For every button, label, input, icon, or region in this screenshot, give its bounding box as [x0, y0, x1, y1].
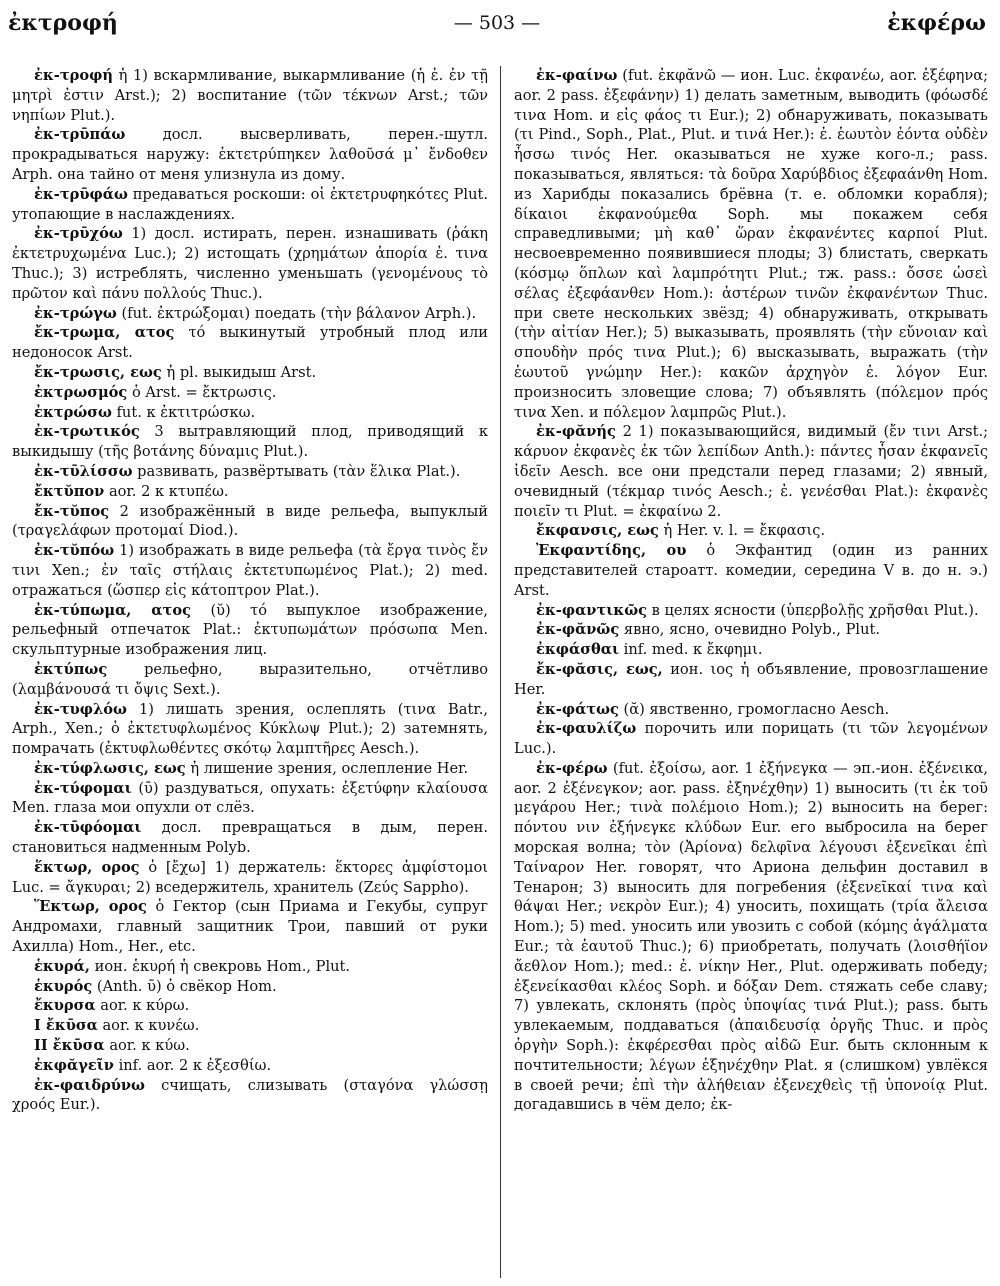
dictionary-entry [12, 759, 488, 779]
entry-definition: (fut. ἐκτρώξομαι) поедать (τὴν βάλανον Arph.). [121, 304, 477, 322]
dictionary-entry [514, 759, 988, 1115]
entry-definition: досл. высверливать, перен.-шутл. прокрадываться наружу: ἐκτετρύπηκεν λαθοῦσά μ᾽ ἔνδοθεν Arph. она тайно от меня улизнула из дому. [12, 126, 488, 183]
entry-definition: ἡ pl. выкидыш Arst. [166, 363, 317, 381]
entry-definition: рельефно, выразительно, отчётливо (λαμβάνουσά τι ὄψις Sext.). [12, 660, 488, 698]
dictionary-entry [12, 818, 488, 858]
entry-definition: fut. к ἐκτιτρώσκω. [116, 403, 256, 421]
entry-headword: ἐκ-τρώγω [34, 304, 117, 322]
entry-headword: ἐκ-τύφλωσις, εως [34, 759, 186, 777]
entry-definition: ὁ [ἔχω] 1) держатель: ἕκτορες ἀμφίστομοι Luc. = ἄγκυραι; 2) вседержитель, хранитель (Ζεύς Sappho). [12, 858, 489, 896]
left-running-headword: ἐκτροφή [8, 10, 118, 36]
entry-definition: (fut. ἐκφᾰνῶ — ион. Luc. ἐκφανέω, aor. ἐξέφηνα; aor. 2 pass. ἐξεφάνην) 1) делать заметным, выводить (φόωσδέ τινα Hom. и εἰς φάος τι Eur.); 2) обнаруживать, показывать (τι Pind., Soph., Plat., Plut. и τινά Her.): ἐ. ἑωυτὸν ἐόντα οὐδὲν ἧσσω τινός Her. оказываться не хуже кого-л.; pass. показываться, являться: τὰ δοῦρα Χαρύβδιος ἐξεφαάνθη Hom. из Харибды показались брёвна (т. е. обломки корабля); δίκαιοι ἐκφανούμεθα Soph. мы покажем себя справедливыми; μὴ καθ᾽ ὥραν ἐκφανέντες καρποί Plut. несвоевременно появившиеся плоды; 3) блистать, сверкать (κόσμῳ ὅπλων καὶ λαμπρότητι Plut.; тж. pass.: ὄσσε ὡσεὶ σέλας ἐξεφάανθεν Hom.): ἀστέρων τινῶν ἐκφανέντων Thuc. при свете нескольких звёзд; 4) обнаруживать, открывать (τὴν αἰτίαν Her.); 5) выказывать, проявлять (τὴν εὔνοιαν καὶ σπουδὴν πρός τινα Plut.); 6) высказывать, выражать (τὴν ἑωυτοῦ γνώμην Her.): κακῶν ἀρχηγὸν ἐ. λόγον Eur. произносить зловещие слова; 7) объявлять (πόλεμον πρός τινα Xen. и πόλεμον λαμπρῶς Plut.). [514, 67, 988, 421]
dictionary-entry [12, 403, 488, 423]
entry-definition: 1) досл. истирать, перен. изнашивать (ῥάκη ἐκτετρυχωμένα Luc.); 2) истощать (χρημάτων ἀπορία ἐ. τινα Thuc.); 3) истреблять, численно уменьшать (γενομένους τὸ πρῶτον καὶ πάνυ πολλούς Thuc.). [12, 225, 488, 302]
entry-headword: ἐκτρώσω [34, 403, 112, 421]
entry-definition: inf. med. к ἔκφημι. [623, 641, 763, 659]
entry-headword: ἐκτύπως [34, 660, 108, 678]
dictionary-entry [514, 541, 988, 600]
entry-definition: 1) изображать в виде рельефа (τὰ ἔργα τινὸς ἔν τινι Xen.; ἐν ταῖς στήλαις ἐκτετυπωμένος Plat.); 2) med. отражаться (ὥσπερ εἰς κάτοπτρον Plat.). [12, 542, 489, 599]
entry-definition: τό выкинутый утробный плод или недоносок Arst. [12, 324, 489, 362]
entry-definition: aor. к κύρω. [100, 997, 190, 1015]
dictionary-entry [12, 125, 488, 184]
entry-headword: ἔκ-φᾰσις, εως, [536, 660, 663, 678]
entry-headword: ἐκ-τρωτικός [34, 423, 140, 441]
entry-headword: ἐκ-τρῡχόω [34, 225, 123, 243]
entry-definition: в целях ясности (ὑπερβολῇς χρῆσθαι Plut.). [651, 601, 979, 619]
right-running-headword: ἐκφέρω [887, 10, 986, 36]
dictionary-entry [12, 977, 488, 997]
dictionary-entry [12, 224, 488, 303]
left-column [12, 66, 488, 1115]
dictionary-entry [12, 1076, 488, 1116]
dictionary-entry [12, 383, 488, 403]
entry-definition: aor. 2 к κτυπέω. [108, 482, 229, 500]
dictionary-entry [514, 521, 988, 541]
dictionary-entry [12, 1056, 488, 1076]
entry-headword: ἕκτωρ, ορος [34, 858, 140, 876]
dictionary-entry [12, 660, 488, 700]
entry-headword: ἐκ-τῠπόω [34, 542, 115, 560]
entry-definition: развивать, развёртывать (τὰν ἕλικα Plat.). [137, 462, 461, 480]
dictionary-entry [12, 363, 488, 383]
column-divider [500, 66, 501, 1278]
entry-definition: ὁ Arst. = ἔκτρωσις. [131, 383, 277, 401]
entry-headword: ἐκ-τύπωμα, ατος [34, 601, 191, 619]
entry-definition: 2 1) показывающийся, видимый (ἔν τινι Arst.; κάρυον ἐκφανὲς ἐκ τῶν λεπίδων Anth.): πάντες ἦσαν ἐκφανεῖς ἰδεῖν Aesch. все они предстали перед глазами; 2) явный, очевидный (τέκμαρ τινός Aesch.; ἐ. γενέσθαι Plat.): ἐκφανὲς ποιεῖν τι Plut. = ἐκφαίνω 2. [514, 423, 988, 520]
entry-headword: Ἐκφαντίδης, ου [536, 542, 687, 560]
entry-headword: ἐκφάσθαι [536, 641, 620, 659]
entry-headword: ἐκ-φέρω [536, 759, 608, 777]
entry-definition: 3 вытравляющий плод, приводящий к выкидышу (τῆς βοτάνης δύναμις Plut.). [12, 423, 489, 461]
entry-headword: ἐκφᾰγεῖν [34, 1056, 114, 1074]
entry-headword: ἔκ-τῠπος [34, 502, 110, 520]
dictionary-entry [514, 640, 988, 660]
entry-headword: ἐκ-τῡλίσσω [34, 462, 133, 480]
page-header [8, 4, 986, 38]
entry-definition: явно, ясно, очевидно Polyb., Plut. [623, 621, 880, 639]
entry-definition: (fut. ἐξοίσω, aor. 1 ἐξήνεγκα — эп.-ион. ἐξένεικα, aor. 2 ἐξένεγκον; aor. pass. ἐξηνέχθην) 1) выносить (τι ἐκ τοῦ μεγάρου Her.; τινὰ πολέμοιο Hom.); 2) выносить на берег: πόντου νιν ἐξήνεγκε κλύδων Eur. его выбросила на берег морская волна; τὸν (Ἀρίονα) δελφῖνα λέγουσι ἐξενεῖκαι ἐπὶ Ταίναρον Her. говорят, что Ариона дельфин доставил в Тенарон; 3) выносить для погребения (ἐξενεῖκαί τινα καὶ θάψαι Her.; νεκρὸν Eur.); 4) уносить, похищать (τρία ἄλεισα Hom.); 5) med. уносить или увозить с собой (κόμης ἀγάλματα Eur.; τὰ ἑαυτοῦ Thuc.); 6) приобретать, получать (λοισθήϊον ἄεθλον Hom.); med.: ἐ. νίκην Her., Plut. одерживать победу; ἐξενείκασθαι κλέος Soph. и δόξαν Dem. стяжать себе славу; 7) увлекать, склонять (πρὸς ὑποψίας τινά Plut.); pass. быть увлекаемым, поддаваться (ἀπαιδευσίᾳ ὀργῆς Thuc. и πρὸς ὀργὴν Soph.): ἐκφέρεσθαι πρὸς αἰδῶ Eur. быть склонным к почтительности; λέγων ἐξηνέχθην Plat. я (слишком) увлёкся в своей речи; ἐπὶ τὴν ἀλήθειαν ἐξενεχθεὶς τῇ ὑπονοίᾳ Plut. догадавшись в чём дело; ἐκ- [514, 759, 988, 1114]
entry-definition: ион. ιος ἡ объявление, провозглашение Her. [514, 660, 988, 698]
dictionary-entry [514, 620, 988, 640]
entry-definition: ὁ Гектор (сын Приама и Гекубы, супруг Андромахи, главный защитник Трои, павший от руки Ахилла) Hom., Her., etc. [12, 898, 488, 956]
entry-headword: ἐκ-τρῡπάω [34, 126, 126, 144]
entry-definition: счищать, слизывать (σταγόνα γλώσσῃ χροός Eur.). [12, 1076, 489, 1114]
entry-definition: 1) лишать зрения, ослеплять (τινα Batr., Arph., Xen.; ὁ ἐκτετυφλωμένος Κύκλωψ Plut.); 2) затемнять, помрачать (ἐκτυφλωθέντες σκότῳ λαμπτῆρες Aesch.). [12, 700, 488, 758]
dictionary-entry [514, 700, 988, 720]
entry-definition: aor. к κυνέω. [102, 1017, 200, 1035]
dictionary-entry [12, 601, 488, 660]
entry-headword: ἐκ-φαιδρύνω [34, 1076, 145, 1094]
right-column [514, 66, 988, 1115]
dictionary-entry [12, 304, 488, 324]
dictionary-entry [12, 858, 488, 898]
entry-headword: ἔκτῠπον [34, 482, 105, 500]
entry-definition: aor. к κύω. [109, 1037, 190, 1055]
dictionary-entry [12, 996, 488, 1016]
entry-definition: ἡ лишение зрения, ослепление Her. [190, 759, 469, 777]
dictionary-entry [12, 66, 488, 125]
dictionary-entry [12, 541, 488, 600]
dictionary-entry [12, 422, 488, 462]
entry-headword: ἐκ-φᾰνῶς [536, 621, 620, 639]
dictionary-entry [12, 957, 488, 977]
entry-headword: ἔκ-τρωμα, ατος [34, 324, 175, 342]
entry-headword: ἑκυρά, [34, 957, 90, 975]
dictionary-entry [514, 719, 988, 759]
entry-headword: ἔκφανσις, εως [536, 522, 659, 540]
dictionary-entry [12, 502, 488, 542]
entry-headword: ἐκ-τύφομαι [34, 779, 132, 797]
entry-headword: ἐκ-τρῡφάω [34, 185, 128, 203]
dictionary-entry [514, 422, 988, 521]
dictionary-entry [12, 323, 488, 363]
dictionary-entry [12, 897, 488, 956]
entry-definition: ὁ Экфантид (один из ранних представителей староатт. комедии, середина V в. до н. э.) Arst. [514, 542, 989, 599]
entry-headword: ἐκ-φᾰνής [536, 423, 616, 441]
dictionary-entry [12, 1036, 488, 1056]
dictionary-entry [12, 462, 488, 482]
entry-headword: ἐκτρωσμός [34, 383, 128, 401]
entry-definition: 2 изображённый в виде рельефа, выпуклый (τραγελάφων προτομαί Diod.). [12, 502, 488, 540]
entry-definition: ἡ Her. v. l. = ἔκφασις. [663, 522, 826, 540]
dictionary-entry [12, 1016, 488, 1036]
dictionary-entry [514, 660, 988, 700]
entry-headword: ἐκ-φαυλίζω [536, 720, 637, 738]
entry-definition: (Anth. ῡ) ὁ свёкор Hom. [96, 977, 277, 995]
entry-headword: ἐκ-φάτως [536, 700, 619, 718]
dictionary-entry [12, 700, 488, 759]
entry-definition: (ᾰ) явственно, громогласно Aesch. [623, 700, 890, 718]
entry-definition: предаваться роскоши: οἱ ἐκτετρυφηκότες Plut. утопающие в наслаждениях. [12, 185, 489, 223]
page-number: — 503 — [453, 12, 541, 34]
entry-definition: (ῡ) раздуваться, опухать: ἐξετύφην κλαίουσα Men. глаза мои опухли от слёз. [12, 779, 488, 817]
dictionary-entry [12, 482, 488, 502]
entry-headword: I ἔκῡσα [34, 1017, 98, 1035]
entry-headword: II ἔκῡσα [34, 1037, 105, 1055]
entry-headword: ἐκ-τυφλόω [34, 700, 127, 718]
dictionary-entry [12, 185, 488, 225]
entry-headword: ἔκ-τρωσις, εως [34, 363, 162, 381]
entry-headword: ἐκ-τῡφόομαι [34, 819, 142, 837]
entry-definition: порочить или порицать (τι τῶν λεγομένων Luc.). [514, 720, 988, 758]
dictionary-entry [12, 779, 488, 819]
entry-definition: (ῠ) τό выпуклое изображение, рельефный отпечаток Plat.: ἐκτυπωμάτων πρόσωπα Men. скульптурные изображения лиц. [12, 601, 488, 659]
entry-headword: ἐκ-φαίνω [536, 67, 618, 84]
entry-headword: ἑκυρός [34, 977, 93, 995]
entry-definition: досл. превращаться в дым, перен. становиться надменным Polyb. [12, 819, 489, 857]
entry-headword: Ἕκτωρ, ορος [34, 898, 147, 916]
entry-headword: ἔκυρσα [34, 997, 96, 1015]
entry-headword: ἐκ-φαντικῶς [536, 601, 648, 619]
entry-definition: ἡ 1) вскармливание, выкармливание (ἡ ἐ. ἐν τῇ μητρὶ ἐστιν Arst.); 2) воспитание (τῶν τέκνων Arst.; τῶν νηπίων Plut.). [12, 67, 488, 124]
entry-definition: ион. ἑκυρή ἡ свекровь Hom., Plut. [94, 957, 351, 975]
dictionary-entry [514, 601, 988, 621]
dictionary-entry [514, 66, 988, 422]
entry-definition: inf. aor. 2 к ἐξεσθίω. [118, 1056, 272, 1074]
entry-headword: ἐκ-τροφή [34, 67, 113, 84]
